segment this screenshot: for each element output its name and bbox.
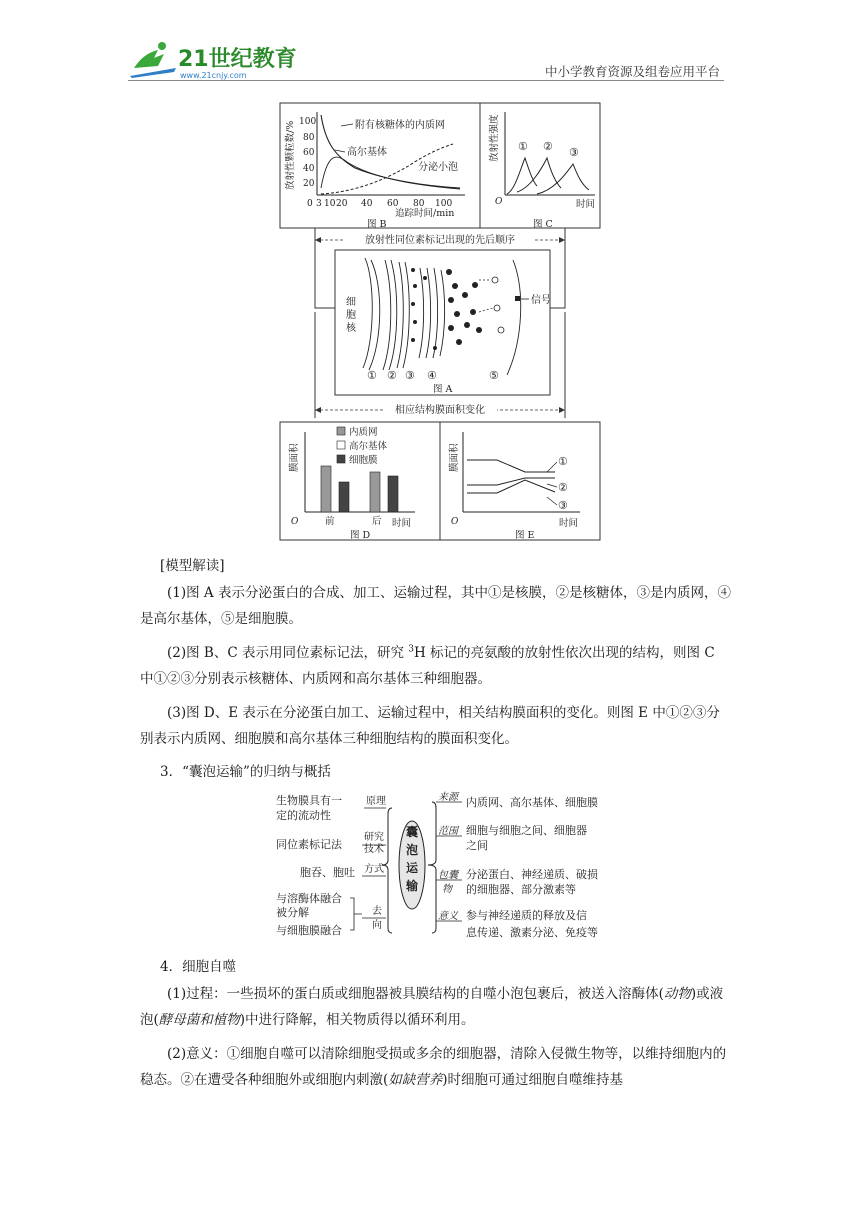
svg-text:www.21cnjy.com: www.21cnjy.com xyxy=(180,71,247,80)
fig-b-ytick: 100 xyxy=(299,117,317,127)
paragraph-5: (2)意义：①细胞自噬可以清除细胞受损或多余的细胞器，清除入侵微生物等，以维持细胞内的稳态。②在遭受各种细胞外或细胞内刺激(如缺营养)时细胞可通过细胞自噬维持基 xyxy=(140,1046,727,1088)
vesicle-transport-summary xyxy=(270,790,620,945)
heading-vesicle-transport: 3．“囊泡运输”的归纳与概括 xyxy=(160,764,331,780)
left-text: 同位素标记法 xyxy=(276,838,342,851)
fig-c-peak: ② xyxy=(543,140,553,153)
left-tag: 研究 xyxy=(364,832,384,843)
fig-b-ytick: 20 xyxy=(303,179,315,189)
fig-d-caption: 图 D xyxy=(350,530,371,541)
left-text: 胞吞、胞吐 xyxy=(300,866,355,879)
svg-text:囊: 囊 xyxy=(405,825,419,839)
fig-e-origin: O xyxy=(451,517,459,527)
section-model-heading: [模型解读] xyxy=(160,558,225,574)
fig-a-num: ④ xyxy=(427,369,437,382)
fig-b-xtick: 10 xyxy=(324,199,336,209)
label-sequence: 放射性同位素标记出现的先后顺序 xyxy=(365,235,515,246)
fig-a-nucleus-1: 细 xyxy=(346,297,356,308)
fig-d-bar xyxy=(339,482,349,512)
platform-name: 中小学教育资源及组卷应用平台 xyxy=(544,64,720,79)
fig-a-cell xyxy=(363,258,521,375)
fig-e-line-2 xyxy=(467,478,555,485)
fig-d-frame xyxy=(280,422,440,540)
fig-b-ytick: 60 xyxy=(303,148,315,158)
fig-c-caption: 图 C xyxy=(533,219,553,230)
fig-a-caption: 图 A xyxy=(433,384,453,395)
fig-d-legend: 高尔基体 xyxy=(349,441,388,452)
svg-text:21世纪教育: 21世纪教育 xyxy=(178,47,297,72)
fig-d-chart xyxy=(288,426,415,541)
fig-d-xlabel: 时间 xyxy=(392,518,412,529)
fig-d-bar xyxy=(388,476,398,512)
fig-c-chart xyxy=(488,112,595,230)
fig-b-ytick: 40 xyxy=(303,164,315,174)
fig-d-legend: 细胞膜 xyxy=(349,455,378,466)
left-tag: 去 xyxy=(372,906,382,917)
left-text: 与细胞膜融合 xyxy=(276,924,342,937)
fig-e-line-label: ② xyxy=(558,481,568,494)
fig-e-chart xyxy=(448,432,580,541)
fig-b-xtick: 80 xyxy=(413,199,425,209)
paragraph-2: (2)图 B、C 表示用同位素标记法，研究 $^3$H 标记的亮氨酸的放射性依次出现的结构，则图 C 中①②③分别表示核糖体、内质网和高尔基体三种细胞器。 xyxy=(140,644,715,687)
fig-b-xtick: 3 xyxy=(316,199,322,209)
fig-b-chart xyxy=(284,112,465,230)
svg-text:运: 运 xyxy=(405,861,419,875)
right-text: 息传递、激素分泌、免疫等 xyxy=(466,926,598,939)
fig-b-xtick: 100 xyxy=(435,199,453,209)
fig-b-ytick: 80 xyxy=(303,133,315,143)
fig-a-num: ③ xyxy=(405,369,415,382)
fig-e-ylabel: 膜面积 xyxy=(449,443,460,472)
label-membrane-change: 相应结构膜面积变化 xyxy=(395,405,485,416)
heading-autophagy: 4．细胞自噬 xyxy=(160,959,237,975)
left-tag: 方式 xyxy=(364,864,384,875)
right-text: 的细胞器、部分激素等 xyxy=(466,883,576,896)
fig-c-peak: ③ xyxy=(569,146,579,159)
paragraph-1: (1)图 A 表示分泌蛋白的合成、加工、运输过程，其中①是核膜，②是核糖体，③是内质网，④是高尔基体，⑤是细胞膜。 xyxy=(140,585,731,627)
fig-d-bars xyxy=(321,466,398,512)
fig-b-xtick: 40 xyxy=(361,199,373,209)
right-tag: 物 xyxy=(442,884,452,895)
fig-a-num: ① xyxy=(367,369,377,382)
right-text: 之间 xyxy=(466,839,488,852)
paragraph-3: (3)图 D、E 表示在分泌蛋白加工、运输过程中，相关结构膜面积的变化。则图 E 中①②③分别表示内质网、细胞膜和高尔基体三种细胞结构的膜面积变化。 xyxy=(140,705,720,747)
fig-d-category: 后 xyxy=(372,516,382,527)
left-tag: 向 xyxy=(372,920,382,931)
fig-b-ylabel: 放射性颗粒数/% xyxy=(285,120,296,190)
fig-b-xlabel: 追踪时间/min xyxy=(395,208,455,219)
page-header xyxy=(0,0,860,90)
fig-e-xlabel: 时间 xyxy=(559,518,579,529)
fig-b-xtick: 60 xyxy=(387,199,399,209)
runner-icon xyxy=(134,50,164,68)
left-text: 与溶酶体融合 xyxy=(276,892,342,905)
fig-b-label-vesicle: 分泌小泡 xyxy=(418,162,458,173)
fig-a-nucleus-2: 胞 xyxy=(346,310,356,321)
fig-b-label-golgi: 高尔基体 xyxy=(347,147,387,158)
fig-b-xtick: 20 xyxy=(336,199,348,209)
right-tag: 包囊 xyxy=(438,870,458,881)
fig-e-line-label: ① xyxy=(558,455,568,468)
fig-c-ylabel: 放射性强度 xyxy=(489,114,500,162)
secretory-protein-figure xyxy=(275,100,610,550)
right-tag: 意义 xyxy=(438,911,458,922)
right-text: 内质网、高尔基体、细胞膜 xyxy=(466,796,598,809)
fig-b-caption: 图 B xyxy=(367,219,387,230)
fig-b-label-er: 附有核糖体的内质网 xyxy=(355,120,445,131)
right-tag: 范围 xyxy=(438,826,458,837)
fig-d-ylabel: 膜面积 xyxy=(289,443,300,472)
right-tag: 来源 xyxy=(438,792,458,803)
site-logo xyxy=(128,38,303,82)
fig-e-line-1 xyxy=(467,460,555,472)
fig-d-legend: 内质网 xyxy=(349,427,378,438)
fig-d-bar xyxy=(321,466,331,512)
svg-text:输: 输 xyxy=(405,879,419,893)
fig-a-signal: 信号 xyxy=(531,295,551,306)
left-text: 生物膜具有一 xyxy=(276,794,342,807)
fig-c-peak: ① xyxy=(518,140,528,153)
svg-text:泡: 泡 xyxy=(405,843,419,857)
fig-d-category: 前 xyxy=(325,516,335,527)
fig-a-num: ⑤ xyxy=(489,369,499,382)
right-text: 细胞与细胞之间、细胞器 xyxy=(466,824,587,837)
fig-c-xlabel: 时间 xyxy=(576,199,596,210)
left-tag: 技术 xyxy=(364,844,384,855)
left-text: 定的流动性 xyxy=(276,809,331,822)
fig-c-origin: O xyxy=(495,197,503,207)
left-text: 被分解 xyxy=(276,906,309,919)
fig-e-line-label: ③ xyxy=(558,499,568,512)
fig-b-origin: 0 xyxy=(307,199,313,209)
fig-a-num: ② xyxy=(387,369,397,382)
left-tag: 原理 xyxy=(366,796,386,807)
fig-a-nucleus-3: 核 xyxy=(346,323,356,334)
paragraph-4: (1)过程：一些损坏的蛋白质或细胞器被具膜结构的自噬小泡包裹后，被送入溶酶体(动物)或液泡(酵母菌和植物)中进行降解，相关物质得以循环利用。 xyxy=(140,986,724,1028)
right-text: 参与神经递质的释放及信 xyxy=(466,909,587,922)
fig-d-origin: O xyxy=(291,517,299,527)
header-divider xyxy=(128,80,724,81)
fig-d-bar xyxy=(370,472,380,512)
fig-e-caption: 图 E xyxy=(515,530,535,541)
right-text: 分泌蛋白、神经递质、破损 xyxy=(466,868,598,881)
